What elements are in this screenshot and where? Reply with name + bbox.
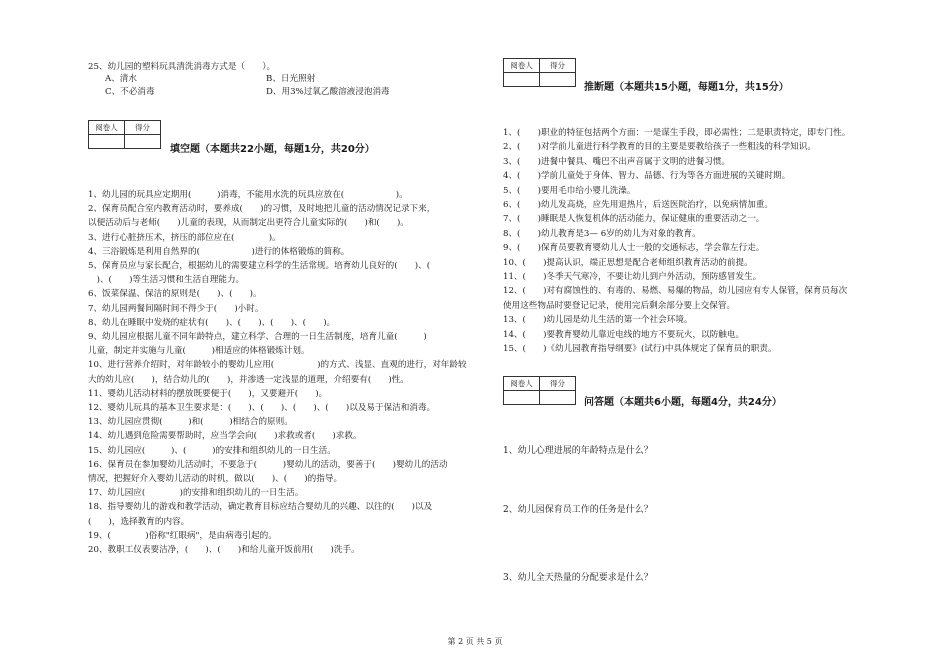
score-cell-grader — [504, 391, 539, 404]
judge-question-line: 7、( )睡眠是人恢复机体的活动能力，保证健康的重要活动之一。 — [503, 214, 765, 225]
fill-question-line: 1、幼儿园的玩具应定期用( )消毒，不能用水洗的玩具应放在( )。 — [88, 190, 408, 200]
fill-question-line: 儿童，制定并实施与儿童( )相适应的体格锻炼计划。 — [88, 346, 310, 357]
score-label-grader: 阅卷人 — [510, 379, 533, 388]
score-label-score: 得分 — [539, 59, 575, 72]
fill-question-line: 8、幼儿在睡眠中发烧的症状有( )、( )、( )、( )。 — [88, 317, 336, 328]
judge-question-line: 4、( )学前儿童处于身体、智力、品德、行为等各方面进展的关键时期。 — [503, 171, 791, 182]
q25-option-b: B、日光照射 — [266, 74, 316, 84]
judge-question-line: 5、( )要用毛巾给小婴儿洗澡。 — [503, 185, 636, 196]
fill-question-line: 19、( )俗称"红眼病"，是由病毒引起的。 — [88, 530, 277, 541]
fill-question-line: 3、进行心脏挤压术，挤压的部位应在( )。 — [88, 232, 281, 243]
fill-question-line: 9、幼儿园应根据儿童不同年龄特点，建立科学、合理的一日生活制度，培育儿童( ) — [88, 332, 427, 342]
fill-question-line: 17、幼儿园应( )的安排和组织幼儿的一日生活。 — [88, 488, 304, 499]
fill-question-line: 5、保育员应与家长配合，根据幼儿的需要建立科学的生活常规。培育幼儿良好的( )、( — [88, 261, 431, 271]
fill-question-line: 13、幼儿园应贯彻( )和( )相结合的原则。 — [88, 417, 293, 428]
judge-question-line: 8、( )幼儿教育是3— 6岁的幼儿为对象的教育。 — [503, 228, 701, 239]
score-cell-grader — [504, 73, 539, 86]
score-cell-score — [124, 135, 160, 148]
fill-question-line: 情况，把握好介入婴幼儿活动的时机，做以( )、( )的指导。 — [88, 474, 343, 484]
judge-section-title: 推断题（本题共15小题，每题1分，共15分） — [584, 82, 789, 93]
score-cell-score — [539, 73, 575, 86]
judge-question-line: 14、( )要教育婴幼儿靠近电线的地方不要玩火，以防触电。 — [503, 329, 745, 340]
fill-question-line: 4、三浴锻炼是利用自然界的( )进行的体格锻炼的简称。 — [88, 246, 350, 257]
fill-question-line: 7、幼儿园两餐间隔时间不得少于( )小时。 — [88, 303, 264, 314]
qa-score-box — [503, 376, 576, 405]
fill-question-line: )、( )等生活习惯和生活自理能力。 — [88, 275, 245, 286]
qa-question-1: 1、幼儿心理进展的年龄特点是什么？ — [503, 446, 653, 456]
score-label-grader: 阅卷人 — [510, 61, 533, 70]
judge-question-line: 2、( )对学前儿童进行科学教育的目的主要是要教给孩子一些粗浅的科学知识。 — [503, 142, 816, 153]
page-number: 第 2 页 共 5 页 — [447, 637, 503, 646]
judge-question-line: 11、( )冬季天气寒冷，不要让幼儿到户外活动，预防感冒发生。 — [503, 272, 762, 282]
judge-question-line: 12、( )对有腐蚀性的、有毒的、易燃、易爆的物品，幼儿园应有专人保管，保育员每次 — [503, 286, 848, 297]
fill-question-line: 15、幼儿园应( )、( )的安排和组织幼儿的一日生活。 — [88, 445, 336, 456]
q25-option-a: A、清水 — [105, 74, 137, 84]
q25-question: 25、幼儿园的塑料玩具清洗消毒方式是（ ）。 — [88, 62, 276, 72]
score-label-score: 得分 — [124, 121, 160, 134]
fill-question-line: 16、保育员在参加婴幼儿活动时，不要急于( )婴幼儿的活动，要善于( )婴幼儿的活动 — [88, 459, 448, 470]
fill-question-line: 10、进行营养介绍时，对年龄较小的婴幼儿应用( )的方式、浅显、直观的进行，对年龄较 — [88, 360, 467, 371]
fill-question-line: 大的幼儿应( )，结合幼儿的( )，并渗透一定浅显的道理，介绍要有( )性。 — [88, 374, 409, 385]
fill-question-line: 18、指导婴幼儿的游戏和教学活动，确定教育目标应结合婴幼儿的兴趣、以往的( )以及 — [88, 502, 433, 513]
fill-question-line: 20、教职工仪表要洁净，( )、( )和给儿童开饭前用( )洗手。 — [88, 545, 360, 555]
fill-question-line: 14、幼儿遇到危险需要帮助时，应当学会向( )求救或者( )求救。 — [88, 431, 362, 442]
fill-score-box — [88, 120, 161, 149]
q25-option-c: C、不必消毒 — [105, 87, 155, 97]
score-label-score: 得分 — [539, 377, 575, 390]
fill-question-line: 11、婴幼儿活动材料的摆放既要便于( )，又要避开( )。 — [88, 388, 328, 399]
qa-question-3: 3、幼儿全天热量的分配要求是什么？ — [503, 573, 653, 583]
judge-question-line: 10、( )提高认识，端正思想是配合老师组织教育活动的前提。 — [503, 257, 753, 268]
fill-question-line: 以便活动后与老师( )儿童的表现，从而制定出更符合儿童实际的( )和( )。 — [88, 218, 409, 229]
score-label-grader: 阅卷人 — [95, 123, 118, 132]
judge-question-line: 9、( )保育员要教育婴幼儿人士一般的交通标志，学会靠左行走。 — [503, 243, 765, 254]
fill-question-line: ( )，选择教育的内容。 — [88, 516, 190, 527]
judge-question-line: 15、( )《幼儿园教育指导纲要》(试行)中具体规定了保育员的职责。 — [503, 344, 777, 354]
judge-question-line: 使用这些物品时要登记记录，使用完后剩余部分要上交保管。 — [503, 300, 736, 311]
fill-question-line: 2、保育员配合室内教育活动时，要养成( )的习惯，及时地把儿童的活动情况记录下来， — [88, 204, 436, 215]
fill-question-line: 6、饭菜保温、保洁的原则是( )、( )。 — [88, 289, 262, 300]
score-cell-score — [539, 391, 575, 404]
fill-question-line: 12、婴幼儿玩具的基本卫生要求是：( )、( )、( )、( )以及易于保洁和消毒。 — [88, 403, 436, 413]
judge-score-box — [503, 58, 576, 87]
judge-question-line: 13、( )幼儿园是幼儿生活的第一个社会环境。 — [503, 315, 693, 326]
judge-question-line: 1、( )职业的特征包括两个方面：一是谋生手段，即必需性；二是职责特定，即专门性。 — [503, 128, 851, 138]
judge-question-line: 3、( )进餐中餐具、嘴巴不出声音属于文明的进餐习惯。 — [503, 156, 731, 167]
score-cell-grader — [89, 135, 124, 148]
judge-question-line: 6、( )幼儿发高烧，应先用退热片，后送医院治疗，以免病情加重。 — [503, 200, 773, 210]
qa-section-title: 问答题（本题共6小题，每题4分，共24分） — [584, 397, 782, 408]
fill-section-title: 填空题（本题共22小题，每题1分，共20分） — [170, 144, 375, 155]
qa-question-2: 2、幼儿园保育员工作的任务是什么？ — [503, 505, 653, 515]
q25-option-d: D、用3%过氧乙酸溶液浸泡消毒 — [266, 87, 390, 97]
